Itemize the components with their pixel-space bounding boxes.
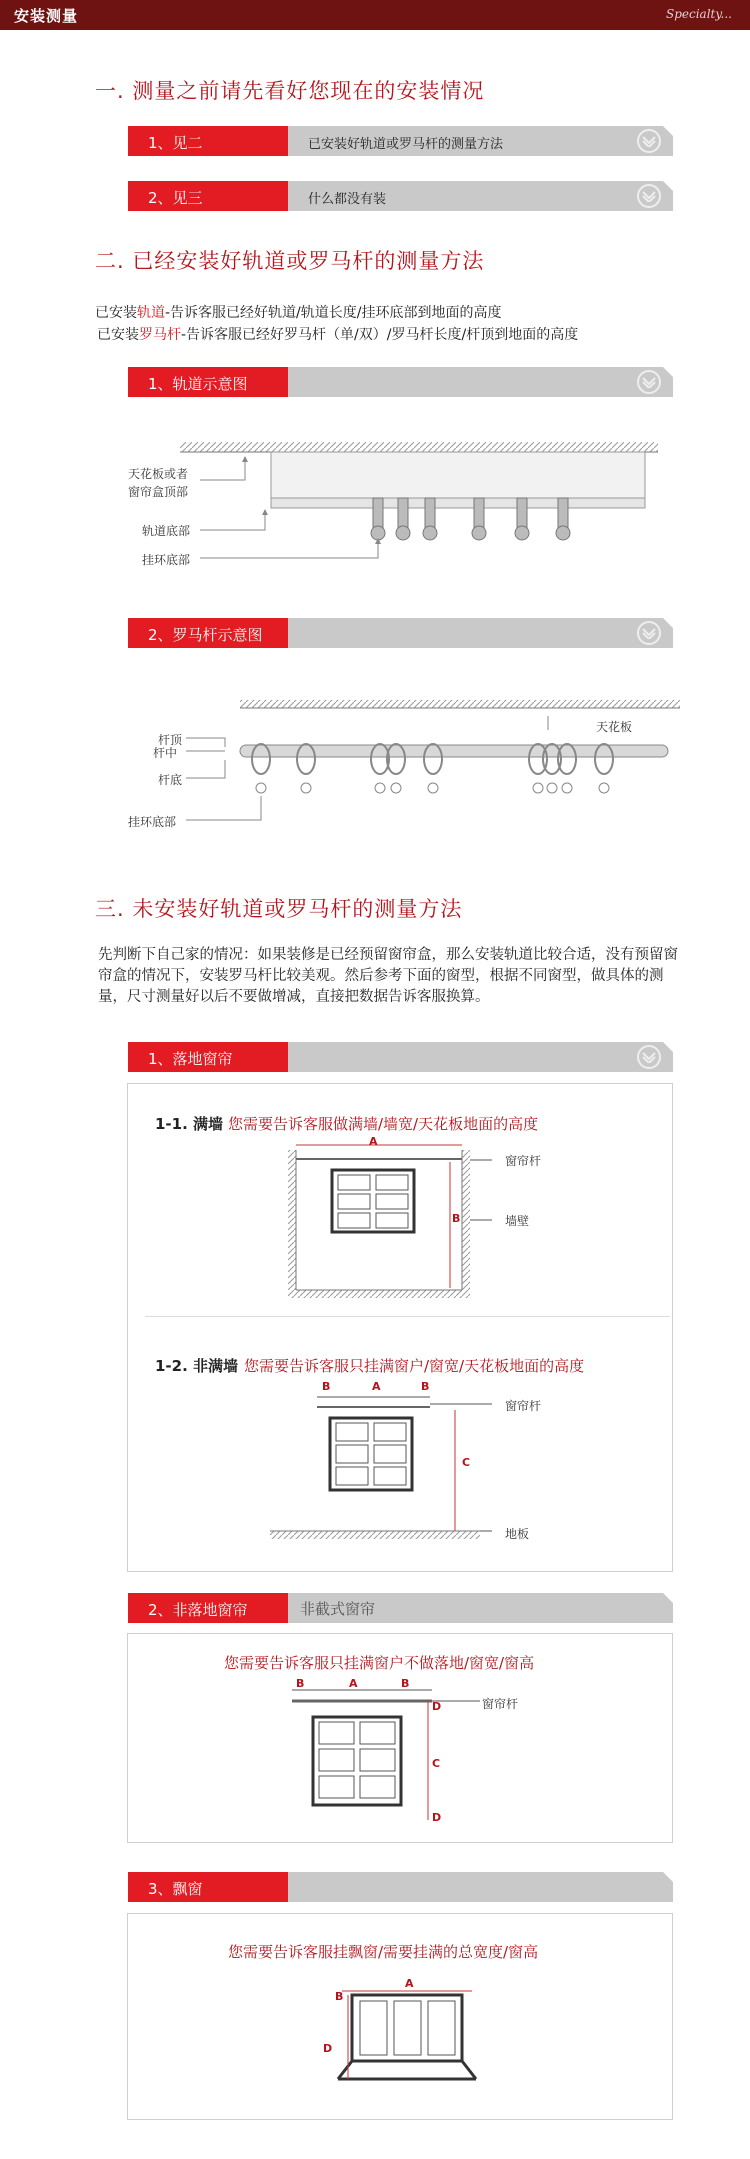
track-bottom-label: 轨道底部 (142, 524, 191, 538)
section3-intro: 先判断下自己家的情况：如果装修是已经预留窗帘盒，那么安装轨道比较合适，没有预留窗帘盒的情况下，安装罗马杆比较美观。然后参考下面的窗型，根据不同窗型，做具体的测量，尺寸测量好以后不要做增减，直接把数据告诉客服换算。 (98, 947, 678, 1005)
floor-curtain-bar[interactable] (128, 1042, 673, 1072)
track-diagram-bar[interactable] (128, 367, 673, 397)
nonfloor-a: A (349, 1677, 358, 1690)
track-ceiling-label-a: 天花板或者 (128, 467, 189, 481)
partial-wall-desc: 您需要告诉客服只挂满窗户/窗宽/天花板地面的高度 (244, 1357, 585, 1375)
nonfloor-b1: B (296, 1677, 305, 1690)
section1-title: 一. 测量之前请先看好您现在的安装情况 (95, 79, 485, 103)
chevron-down-icon[interactable] (637, 370, 661, 394)
full-wall-b: B (452, 1212, 461, 1225)
partial-wall-floor-label: 地板 (505, 1527, 530, 1541)
partial-wall-b1: B (322, 1380, 331, 1393)
nonfloor-curtain-label: 2、非落地窗帘 (148, 1601, 248, 1619)
option-2-label: 2、见三 (148, 189, 203, 207)
full-wall-wall-label: 墙壁 (505, 1214, 530, 1228)
chevron-down-icon[interactable] (637, 621, 661, 645)
rod-ceiling-label: 天花板 (596, 720, 633, 734)
partial-wall-c: C (462, 1456, 471, 1469)
full-wall-desc: 您需要告诉客服做满墙/墙宽/天花板地面的高度 (228, 1115, 539, 1133)
bay-a: A (405, 1977, 414, 1990)
option-2-text: 什么都没有装 (308, 192, 387, 207)
bay-window-label: 3、飘窗 (148, 1880, 203, 1898)
header-title: 安装测量 (14, 7, 79, 25)
partial-wall-diagram (270, 1385, 520, 1545)
nonfloor-d2: D (432, 1811, 442, 1824)
rod-ring-label: 挂环底部 (128, 815, 177, 829)
header-subtitle: Specialty... (665, 7, 732, 21)
option-1-text: 已安装好轨道或罗马杆的测量方法 (308, 137, 504, 152)
floor-curtain-label: 1、落地窗帘 (148, 1050, 233, 1068)
nonfloor-curtain-bar[interactable] (128, 1593, 673, 1623)
nonfloor-diagram (280, 1680, 500, 1830)
nonfloor-d1: D (432, 1700, 442, 1713)
full-wall-rod-label: 窗帘杆 (505, 1154, 542, 1168)
section2-title: 二. 已经安装好轨道或罗马杆的测量方法 (95, 249, 485, 273)
option-1-label: 1、见二 (148, 134, 203, 152)
track-diagram (0, 430, 750, 580)
option-bar-2[interactable] (128, 181, 673, 211)
nonfloor-rod-label: 窗帘杆 (482, 1697, 519, 1711)
bay-window-bar[interactable] (128, 1872, 673, 1902)
rod-diagram (0, 690, 750, 840)
installed-track-line: 已安装轨道-告诉客服已经好轨道/轨道长度/挂环底部到地面的高度 (95, 305, 502, 321)
installed-rod-line: 已安装罗马杆-告诉客服已经好罗马杆（单/双）/罗马杆长度/杆顶到地面的高度 (97, 327, 579, 343)
rod-diagram-bar[interactable] (128, 618, 673, 648)
header-bar (0, 0, 750, 30)
nonfloor-b2: B (401, 1677, 410, 1690)
partial-wall-title: 1-2. 非满墙 (155, 1357, 239, 1375)
partial-wall-rod-label: 窗帘杆 (505, 1399, 542, 1413)
rod-bottom-label: 杆底 (158, 773, 183, 787)
full-wall-title: 1-1. 满墙 (155, 1115, 224, 1133)
track-ring-label: 挂环底部 (142, 553, 191, 567)
option-bar-1[interactable] (128, 126, 673, 156)
chevron-down-icon[interactable] (637, 129, 661, 153)
nonfloor-c: C (432, 1757, 441, 1770)
nonfloor-desc: 您需要告诉客服只挂满窗户不做落地/窗宽/窗高 (224, 1654, 535, 1672)
partial-wall-b2: B (421, 1380, 430, 1393)
rod-mid-label: 杆中 (153, 746, 178, 760)
full-wall-diagram (270, 1140, 520, 1300)
bay-diagram (330, 1975, 490, 2095)
rod-top-label: 杆顶 (158, 733, 183, 747)
partial-wall-a: A (372, 1380, 381, 1393)
bay-desc: 您需要告诉客服挂飘窗/需要挂满的总宽度/窗高 (228, 1943, 539, 1961)
chevron-down-icon[interactable] (637, 184, 661, 208)
track-ceiling-label-b: 窗帘盒顶部 (128, 485, 189, 499)
nonfloor-curtain-label2: 非截式窗帘 (300, 1600, 376, 1618)
full-wall-a: A (369, 1135, 378, 1148)
bay-b: B (335, 1990, 344, 2003)
track-diagram-label: 1、轨道示意图 (148, 375, 248, 393)
chevron-down-icon[interactable] (637, 1045, 661, 1069)
bay-d: D (323, 2042, 333, 2055)
rod-diagram-label: 2、罗马杆示意图 (148, 626, 263, 644)
section3-title: 三. 未安装好轨道或罗马杆的测量方法 (95, 897, 463, 921)
